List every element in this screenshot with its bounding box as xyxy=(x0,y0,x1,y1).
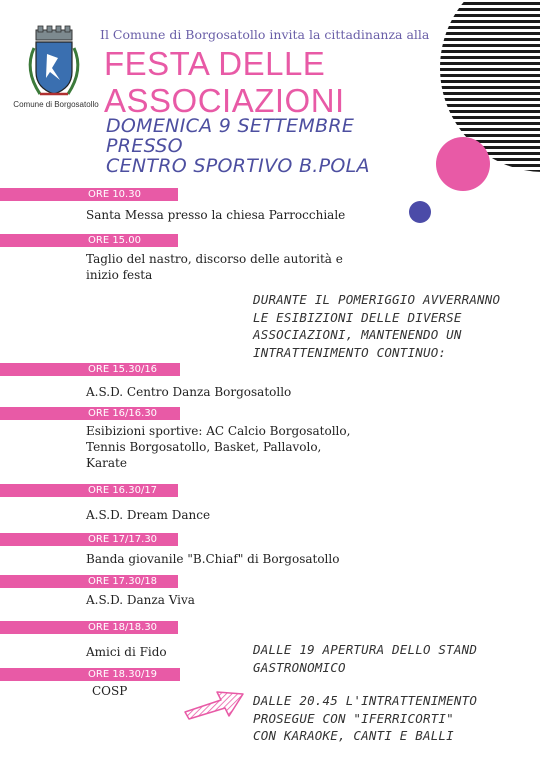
schedule-item-text: Taglio del nastro, discorso delle autorità e inizio festa xyxy=(86,252,343,282)
time-label: ORE 10.30 xyxy=(88,189,141,200)
time-label: ORE 17.30/18 xyxy=(88,576,158,587)
time-bar xyxy=(0,575,178,588)
stripe xyxy=(426,134,540,137)
time-label: ORE 15.00 xyxy=(88,235,141,246)
time-bar xyxy=(0,484,178,497)
schedule-item-text: A.S.D. Danza Viva xyxy=(86,593,195,607)
stripe xyxy=(426,56,540,59)
stripe xyxy=(426,92,540,95)
stripe xyxy=(426,2,540,5)
time-bar xyxy=(0,533,178,546)
note-line: LE ESIBIZIONI DELLE DIVERSE xyxy=(253,309,462,325)
stripe xyxy=(426,128,540,131)
schedule-item-text: Amici di Fido xyxy=(86,645,167,659)
note-line: DALLE 19 APERTURA DELLO STAND xyxy=(253,642,478,657)
event-title-line1: FESTA DELLE xyxy=(104,45,326,82)
stripe xyxy=(426,122,540,125)
time-bar xyxy=(0,234,178,247)
stripe xyxy=(426,98,540,101)
schedule-item-text: A.S.D. Dream Dance xyxy=(86,508,211,522)
note-line: ASSOCIAZIONI, MANTENENDO UN xyxy=(253,327,462,342)
stripe xyxy=(426,20,540,23)
note-line: DURANTE IL POMERIGGIO AVVERRANNO xyxy=(253,292,501,307)
stripe xyxy=(426,74,540,77)
time-bar xyxy=(0,668,180,681)
schedule-item-text: Santa Messa presso la chiesa Parrocchiale xyxy=(86,208,346,222)
stripe xyxy=(426,50,540,53)
time-label: ORE 16/16.30 xyxy=(88,408,158,419)
time-label: ORE 15.30/16 xyxy=(88,364,158,375)
stripe xyxy=(426,44,540,47)
stripe xyxy=(426,68,540,71)
blue-dot-decoration xyxy=(409,201,431,223)
stripe xyxy=(426,80,540,83)
schedule-item-text: Banda giovanile "B.Chiaf" di Borgosatollo xyxy=(86,552,340,566)
stripe xyxy=(426,116,540,119)
note-line: GASTRONOMICO xyxy=(253,659,346,675)
time-label: ORE 18.30/19 xyxy=(88,669,158,680)
stripe xyxy=(426,140,540,143)
stripe xyxy=(426,110,540,113)
time-bar xyxy=(0,188,178,201)
pink-circle-decoration xyxy=(436,137,490,191)
afternoon-note xyxy=(253,291,500,361)
event-title-line2: ASSOCIAZIONI xyxy=(104,82,345,119)
note-line: PROSEGUE CON "IFERRICORTI" xyxy=(253,710,454,726)
note-line: CON KARAOKE, CANTI E BALLI xyxy=(253,728,454,743)
presso-label: PRESSO xyxy=(106,135,183,157)
event-date: DOMENICA 9 SETTEMBRE xyxy=(106,115,355,137)
time-bar xyxy=(0,363,180,376)
stripe xyxy=(426,14,540,17)
stripe xyxy=(426,38,540,41)
event-venue: CENTRO SPORTIVO B.POLA xyxy=(106,155,370,177)
stripe xyxy=(426,86,540,89)
arrow-right-icon xyxy=(183,680,245,720)
crest-label: Comune di Borgosatollo xyxy=(13,100,99,109)
schedule-item-text: A.S.D. Centro Danza Borgosatollo xyxy=(86,385,292,399)
invite-line: Il Comune di Borgosatollo invita la cittadinanza alla xyxy=(100,27,430,42)
time-bar xyxy=(0,621,178,634)
time-label: ORE 17/17.30 xyxy=(88,534,158,545)
stripe xyxy=(426,62,540,65)
stripe xyxy=(426,26,540,29)
note-line: INTRATTENIMENTO CONTINUO: xyxy=(253,344,447,360)
schedule-item-text: COSP xyxy=(92,684,128,698)
time-label: ORE 18/18.30 xyxy=(88,622,158,633)
schedule-item-text: Esibizioni sportive: AC Calcio Borgosatollo, Tennis Borgosatollo, Basket, Pallavolo, Karate xyxy=(86,424,351,470)
stand-note xyxy=(253,641,477,676)
time-label: ORE 16.30/17 xyxy=(88,485,158,496)
note-line: DALLE 20.45 L'INTRATTENIMENTO xyxy=(253,693,478,708)
time-bar xyxy=(0,407,180,420)
stripe xyxy=(426,8,540,11)
stripe xyxy=(426,32,540,35)
stripe xyxy=(426,104,540,107)
evening-note xyxy=(253,692,477,745)
